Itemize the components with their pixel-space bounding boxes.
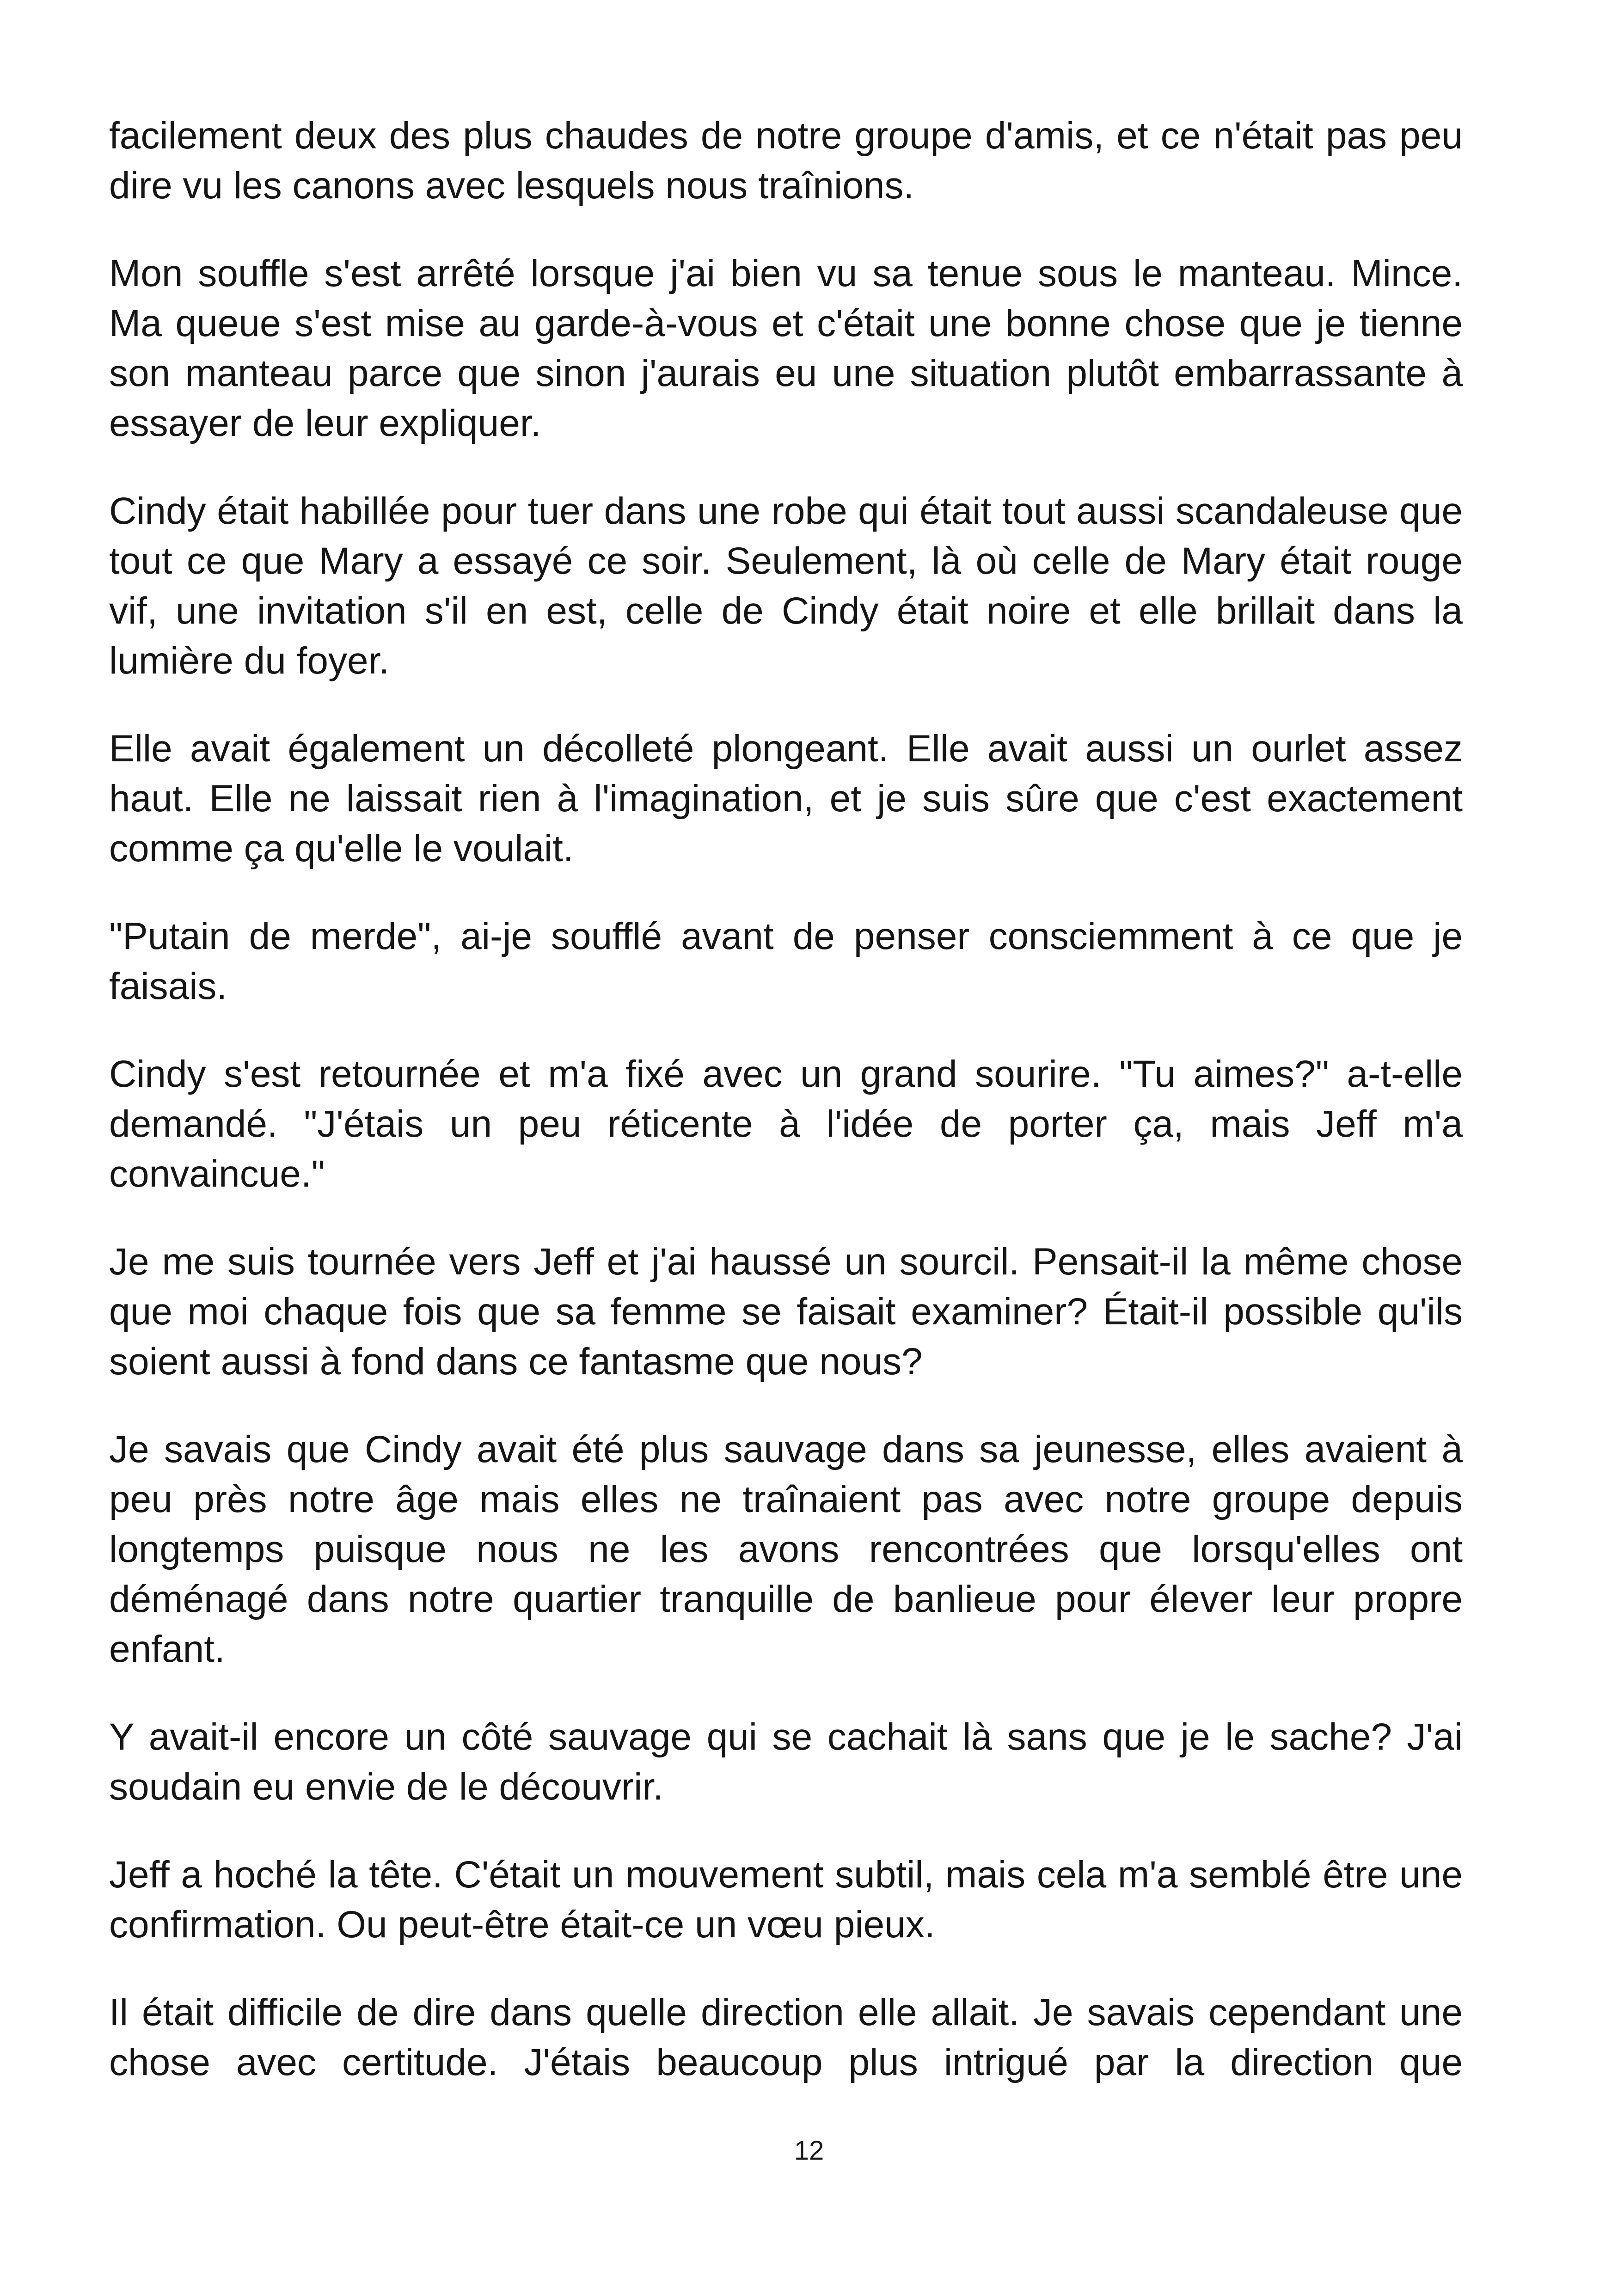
paragraph-8: Je savais que Cindy avait été plus sauvage dans sa jeunesse, elles avaient à peu près notre âge mais elles ne traînaient pas avec notre groupe depuis longtemps puisque nous ne les avons rencontrées que lorsqu'elles ont déménagé dans notre quartier tranquille de banlieue pour élever leur propre enfant. (109, 1428, 1463, 1670)
paragraph-1: facilement deux des plus chaudes de notre groupe d'amis, et ce n'était pas peu dire vu les canons avec lesquels nous traînions. (109, 115, 1463, 207)
paragraph-10: Jeff a hoché la tête. C'était un mouvement subtil, mais cela m'a semblé être une confirmation. Ou peut-être était-ce un vœu pieux. (109, 1854, 1463, 1946)
paragraph-2: Mon souffle s'est arrêté lorsque j'ai bien vu sa tenue sous le manteau. Mince. Ma queue s'est mise au garde-à-vous et c'était une bonne chose que je tienne son manteau parce que sinon j'aurais eu une situation plutôt embarrassante à essayer de leur expliquer. (109, 252, 1463, 444)
paragraph-5: "Putain de merde", ai-je soufflé avant de penser consciemment à ce que je faisais. (109, 915, 1463, 1007)
page-body-text (109, 111, 1463, 2088)
paragraph-6: Cindy s'est retournée et m'a fixé avec un grand sourire. "Tu aimes?" a-t-elle demandé. "J'étais un peu réticente à l'idée de porter ça, mais Jeff m'a convaincue." (109, 1053, 1463, 1195)
paragraph-7: Je me suis tournée vers Jeff et j'ai haussé un sourcil. Pensait-il la même chose que moi chaque fois que sa femme se faisait examiner? Était-il possible qu'ils soient aussi à fond dans ce fantasme que nous? (109, 1241, 1463, 1383)
page-number: 12 (794, 2136, 824, 2166)
paragraph-4: Elle avait également un décolleté plongeant. Elle avait aussi un ourlet assez haut. Elle ne laissait rien à l'imagination, et je suis sûre que c'est exactement comme ça qu'elle le voulait. (109, 728, 1463, 869)
paragraph-9: Y avait-il encore un côté sauvage qui se cachait là sans que je le sache? J'ai soudain eu envie de le découvrir. (109, 1716, 1463, 1808)
paragraph-11: Il était difficile de dire dans quelle direction elle allait. Je savais cependant une chose avec certitude. J'étais beaucoup plus intrigué par la direction que (109, 1991, 1463, 2083)
paragraph-3: Cindy était habillée pour tuer dans une robe qui était tout aussi scandaleuse que tout ce que Mary a essayé ce soir. Seulement, là où celle de Mary était rouge vif, une invitation s'il en est, celle de Cindy était noire et elle brillait dans la lumière du foyer. (109, 490, 1463, 682)
